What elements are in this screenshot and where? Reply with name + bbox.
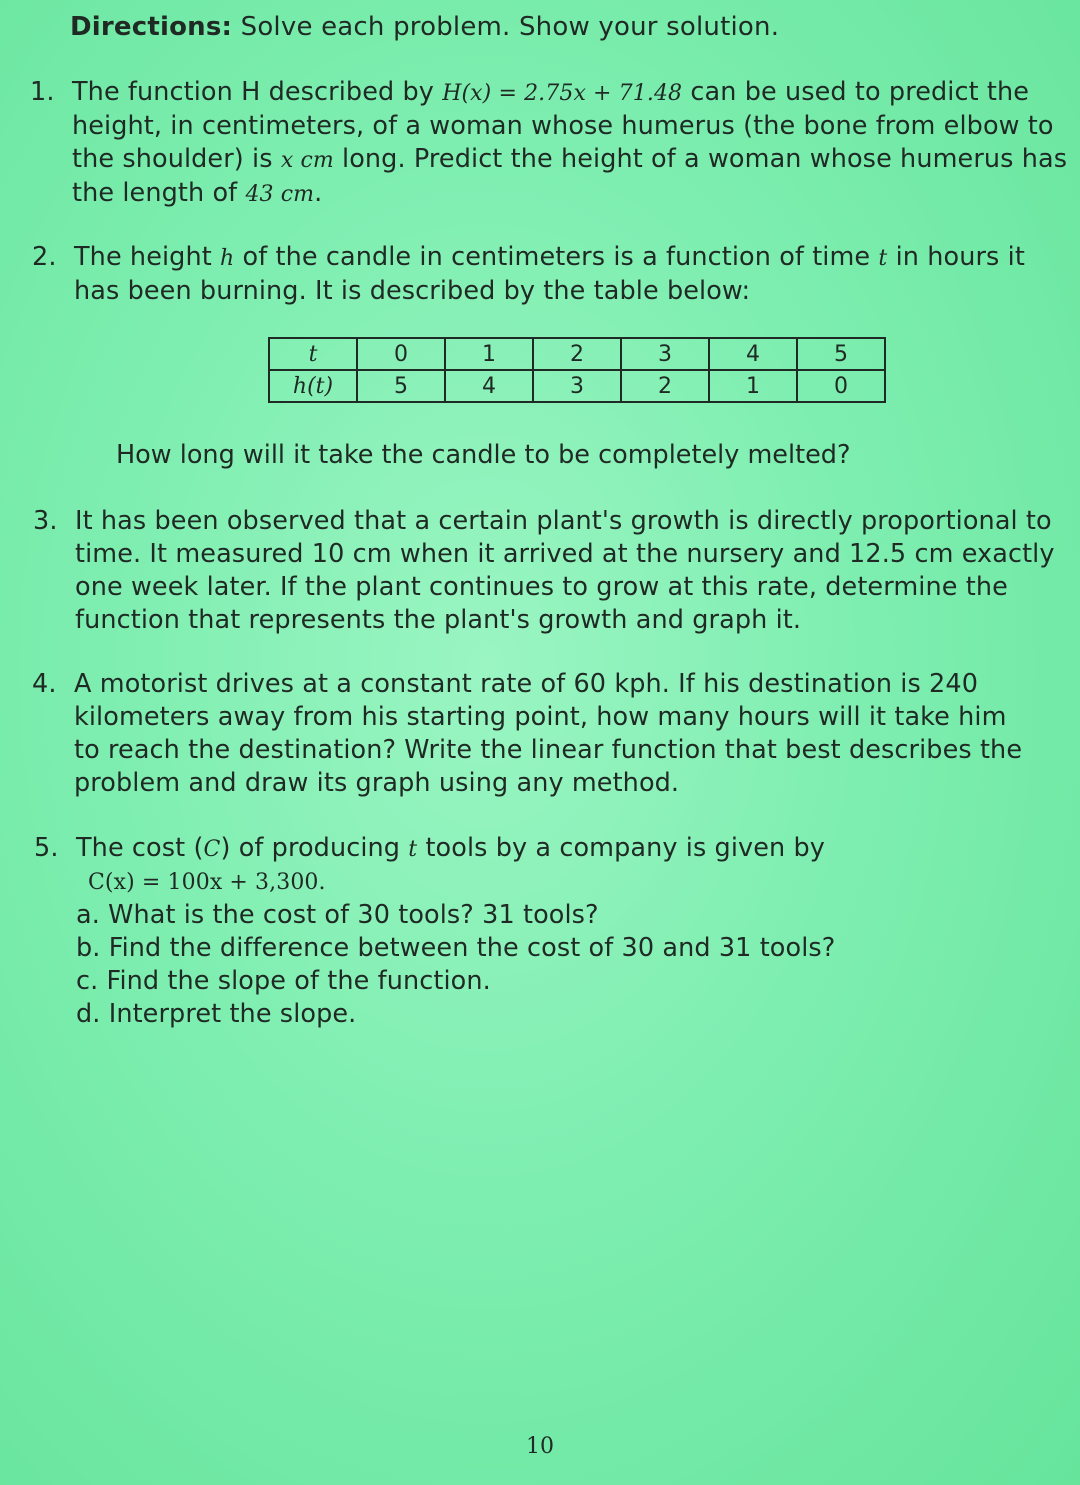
- variable: x cm: [280, 148, 334, 173]
- problem-text: The function H described by: [72, 77, 443, 107]
- candle-question: How long will it take the candle to be completely melted?: [116, 440, 851, 470]
- table-cell: 2: [533, 338, 621, 370]
- formula: H(x) = 2.75x + 71.48: [442, 81, 683, 106]
- table-cell: 3: [533, 370, 621, 402]
- table-cell: 4: [445, 370, 533, 402]
- table-row: [269, 370, 885, 402]
- problem-number: 1.: [30, 77, 55, 107]
- table-cell: 1: [709, 370, 797, 402]
- problem-number: 3.: [33, 506, 58, 536]
- problem-1: [30, 76, 1072, 211]
- problem-text: A motorist drives at a constant rate of 60 kph. If his destination is 240 kilometers away from his starting point, how many hours will it take him to reach the destination? Write the linear function that best describes the problem and draw its graph using any method.: [74, 669, 1023, 798]
- table-row-label: h(t): [269, 370, 357, 402]
- sub-question-c: c. Find the slope of the function.: [76, 966, 491, 996]
- table-cell: 3: [621, 338, 709, 370]
- problem-text: of the candle in centimeters is a function of time: [234, 242, 879, 272]
- table-cell: 4: [709, 338, 797, 370]
- table-cell: 0: [357, 338, 445, 370]
- problem-text: It has been observed that a certain plant's growth is directly proportional to time. It measured 10 cm when it arrived at the nursery and 12.5 cm exactly one week later. If the plant continues to grow at this rate, determine the function that represents the plant's growth and graph it.: [75, 506, 1055, 635]
- value: 43 cm: [245, 182, 315, 207]
- table-cell: 0: [797, 370, 885, 402]
- directions-text: Solve each problem. Show your solution.: [240, 12, 780, 42]
- sub-question-b: b. Find the difference between the cost of 30 and 31 tools?: [76, 933, 836, 963]
- formula: C(x) = 100x + 3,300.: [88, 870, 326, 895]
- table-row-label: t: [269, 338, 357, 370]
- problem-number: 2.: [32, 242, 57, 272]
- table-cell: 5: [357, 370, 445, 402]
- directions: [70, 12, 779, 42]
- problem-4: [32, 668, 1034, 800]
- variable-c: C: [203, 837, 221, 862]
- variable-t: t: [878, 246, 888, 271]
- problem-5: [34, 832, 976, 1031]
- table-row: [269, 338, 885, 370]
- problem-text: in hours it has been burning. It is described by the table below:: [74, 242, 1025, 306]
- table-cell: 5: [797, 338, 885, 370]
- page-number: 10: [526, 1434, 554, 1459]
- problem-text: The height: [74, 242, 221, 272]
- sub-question-a: a. What is the cost of 30 tools? 31 tools?: [76, 900, 599, 930]
- variable-h: h: [220, 246, 235, 271]
- candle-table: [268, 337, 886, 403]
- problem-text: can be used to predict the height, in centimeters, of a woman whose humerus (the bone from elbow to the shoulder) is: [72, 77, 1054, 174]
- problem-text: .: [314, 178, 323, 208]
- table-cell: 1: [445, 338, 533, 370]
- problem-text: ) of producing: [220, 833, 409, 863]
- problem-text: The cost (: [76, 833, 204, 863]
- directions-label: Directions:: [70, 12, 233, 42]
- problem-3: [33, 505, 1065, 637]
- sub-question-d: d. Interpret the slope.: [76, 999, 357, 1029]
- problem-text: tools by a company is given by: [417, 833, 825, 863]
- problem-number: 4.: [32, 669, 57, 699]
- variable-t: t: [408, 837, 418, 862]
- problem-number: 5.: [34, 833, 59, 863]
- table-cell: 2: [621, 370, 709, 402]
- problem-text: long. Predict the height of a woman whose humerus has the length of: [72, 144, 1068, 208]
- problem-2: [32, 241, 1074, 308]
